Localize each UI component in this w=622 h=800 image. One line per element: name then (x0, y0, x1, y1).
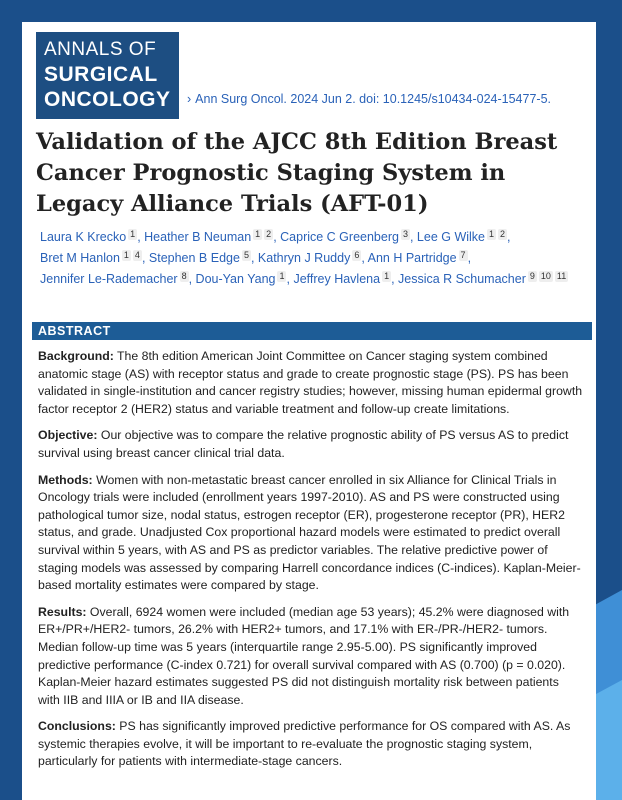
affiliation-badge[interactable]: 1 (123, 250, 129, 260)
abstract-section-objective: Objective: Our objective was to compare the relative prognostic ability of PS versus AS to predict survival using breast cancer clinical trial data. (38, 428, 569, 460)
author-name[interactable]: Jeffrey Havlena (293, 272, 381, 286)
author-name[interactable]: Lee G Wilke (416, 230, 486, 244)
affiliation-badge[interactable]: 1 (489, 229, 495, 239)
author-name[interactable]: Jennifer Le-Rademacher (40, 272, 178, 286)
article-title: Validation of the AJCC 8th Edition Breast Cancer Prognostic Staging System in Legacy Alliance Trials (AFT-01) (36, 129, 558, 217)
affiliation-badge[interactable]: 6 (354, 250, 360, 260)
author-name[interactable]: Laura K Krecko (40, 230, 127, 244)
logo-line-1: ANNALS OF (44, 39, 157, 60)
author-name[interactable]: Dou-Yan Yang (195, 272, 276, 286)
author-item (398, 272, 568, 286)
author-item (144, 230, 273, 244)
citation (187, 92, 551, 106)
author-name[interactable]: Ann H Partridge (367, 251, 457, 265)
affiliation-badge[interactable]: 4 (134, 250, 140, 260)
author-item (280, 230, 410, 244)
affiliation-badge[interactable]: 5 (243, 250, 249, 260)
author-item (40, 230, 137, 244)
abstract-body (38, 348, 584, 780)
article-card (22, 22, 596, 800)
affiliation-badge[interactable]: 10 (540, 271, 551, 281)
citation-details: 2024 Jun 2. doi: 10.1245/s10434-024-15477-5. (286, 92, 551, 106)
author-list: Laura K Krecko 1 , Heather B Neuman 1 2 , Caprice C Greenberg 3 , Lee G Wilke 1 2 , Bret M Hanlon 1 4 , Stephen B Edge 5 , Kathryn J Ruddy 6 , Ann H Partridge 7 , Jennifer Le-Rademacher 8 , Dou-Yan Yang 1 , Jeffrey Havlena 1 , Jessica R Schumacher 9 10 11 (40, 229, 567, 286)
logo-line-2: SURGICAL (44, 63, 158, 86)
affiliation-badge[interactable]: 7 (460, 250, 466, 260)
affiliation-badge[interactable]: 1 (384, 271, 390, 281)
author-name[interactable]: Bret M Hanlon (40, 251, 120, 265)
journal-logo[interactable] (36, 32, 179, 119)
affiliation-badge[interactable]: 11 (556, 271, 567, 281)
author-item (368, 251, 468, 265)
author-item (40, 272, 189, 286)
affiliation-badge[interactable]: 2 (500, 229, 506, 239)
affiliation-badge[interactable]: 1 (279, 271, 285, 281)
logo-line-3: ONCOLOGY (44, 88, 171, 111)
author-name[interactable]: Stephen B Edge (148, 251, 240, 265)
author-name[interactable]: Caprice C Greenberg (280, 230, 399, 244)
author-item (258, 251, 361, 265)
author-name[interactable]: Kathryn J Ruddy (257, 251, 351, 265)
author-item (40, 251, 142, 265)
affiliation-badge[interactable]: 2 (266, 229, 272, 239)
author-name[interactable]: Jessica R Schumacher (398, 272, 526, 286)
abstract-section-methods: Methods: Women with non-metastatic breast cancer enrolled in six Alliance for Clinical Trials in Oncology trials were included (enrollment years 1997-2010). AS and PS were constructed using pathological tumor size, nodal status, estrogen receptor (ER), progesterone receptor (PR), HER2 status, and grade. Unadjusted Cox proportional hazard models were estimated to predict overall survival within 5 years, with AS and PS as predictor variables. The relative predictive power of staging models was assessed by comparing Harrell concordance indices (C-indices). Kaplan-Meier-based mortality estimates were compared by stage. (38, 472, 581, 593)
abstract-section-conclusions: Conclusions: PS has significantly improved predictive performance for OS compared with AS. As systemic therapies evolve, it will be important to re-evaluate the prognostic staging system, particularly for patients with intermediate-stage cancers. (38, 719, 571, 769)
abstract-section-results: Results: Overall, 6924 women were included (median age 53 years); 45.2% were diagnosed with ER+/PR+/HER2- tumors, 26.2% with HER2+ tumors, and 17.1% with ER-/PR-/HER2- tumors. Median follow-up time was 5 years (interquartile range 2.95-5.00). PS significantly improved predictive performance (C-index 0.721) for overall survival compared with AS (0.700) (p = 0.020). Kaplan-Meier hazard estimates suggested PS did not distinguish mortality risk between patients with IIB and IIIA or IB and IIA disease. (38, 604, 570, 707)
author-item (293, 272, 391, 286)
author-name[interactable]: Heather B Neuman (144, 230, 252, 244)
abstract-section-background: Background: The 8th edition American Joint Committee on Cancer staging system combined anatomic stage (AS) with receptor status and grade to create prognostic stage (PS). PS has been validated in single-institution and cancer registry studies; however, missing human epidermal growth factor receptor 2 (HER2) status and variable treatment and follow-up create limitations. (38, 349, 583, 416)
affiliation-badge[interactable]: 3 (402, 229, 408, 239)
author-item (196, 272, 287, 286)
affiliation-badge[interactable]: 1 (255, 229, 261, 239)
author-item (149, 251, 251, 265)
author-item (417, 230, 507, 244)
journal-link[interactable]: Ann Surg Oncol. (195, 92, 287, 106)
affiliation-badge[interactable]: 1 (130, 229, 136, 239)
affiliation-badge[interactable]: 8 (181, 271, 187, 281)
chevron-right-icon: › (187, 92, 192, 106)
affiliation-badge[interactable]: 9 (529, 271, 535, 281)
abstract-heading: ABSTRACT (32, 322, 592, 340)
